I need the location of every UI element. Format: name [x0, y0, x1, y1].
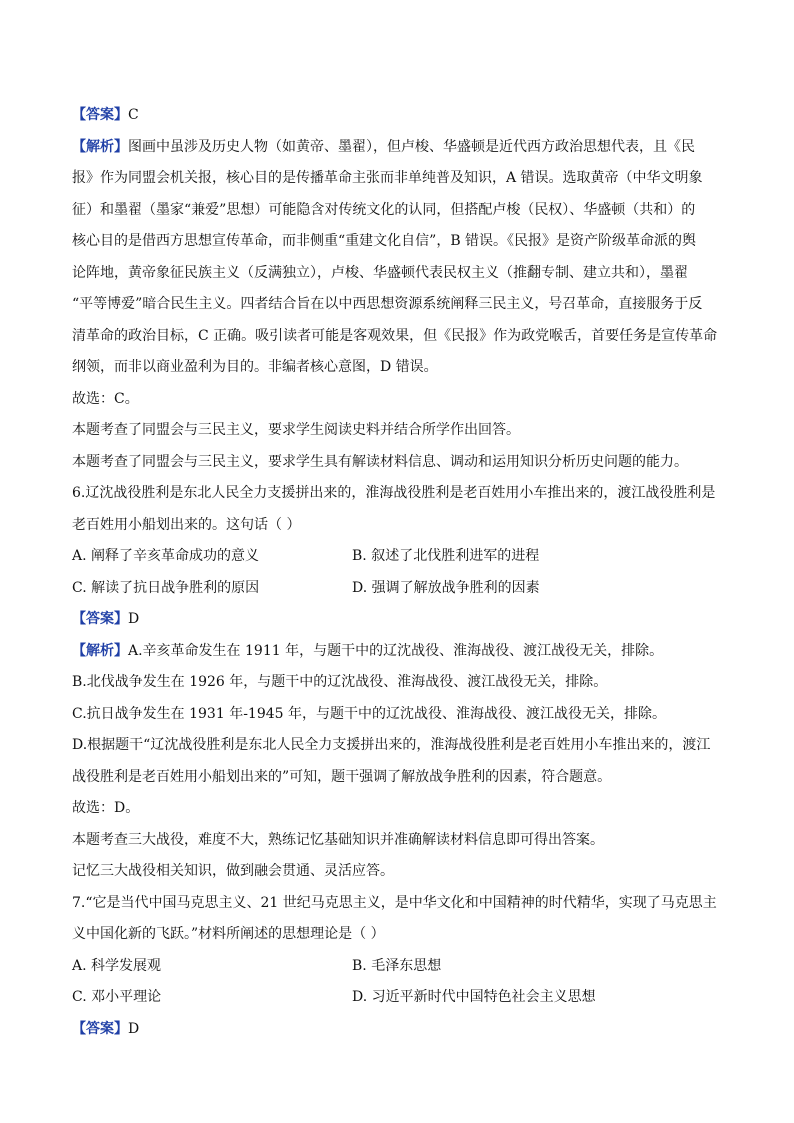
answer-value: D	[128, 1020, 140, 1037]
q7-options-row	[72, 982, 722, 1014]
q7-stem: 义中国化新的飞跃。”材料所阐述的思想理论是（ ）	[72, 926, 385, 942]
q6-stem: 老百姓用小船划出来的。这句话（ ）	[72, 516, 301, 533]
q6-option-d: D. 强调了解放战争胜利的因素	[352, 579, 540, 596]
q5-analysis-line: 征）和墨翟（墨家“兼爱”思想）可能隐含对传统文化的认同，但搭配卢梭（民权）、华盛顿（共和）的	[72, 201, 696, 218]
q6-option-c: C. 解读了抗日战争胜利的原因	[72, 579, 260, 596]
q7-stem: 7.“它是当代中国马克思主义、21 世纪马克思主义，是中华文化和中国精神的时代精华，实现了马克思主	[72, 894, 717, 911]
q5-analysis-line: 核心目的是借西方思想宣传革命，而非侧重“重建文化自信”，B 错误。《民报》是资产阶级革命派的舆	[72, 233, 697, 249]
q6-choose: 故选：D。	[72, 800, 140, 816]
q6-analysis-line: C.抗日战争发生在 1931 年-1945 年，与题干中的辽沈战役、淮海战役、渡江战役无关，排除。	[72, 705, 666, 722]
q5-analysis-line: “平等博爱”暗合民生主义。四者结合旨在以中西思想资源系统阐释三民主义，号召革命，直接服务于反	[72, 296, 703, 312]
answer-tag: 【答案】	[72, 107, 128, 123]
analysis-tag: 【解析】	[72, 138, 128, 155]
answer-tag: 【答案】	[72, 1020, 128, 1037]
q7-options-row	[72, 951, 722, 983]
q6-summary: 记忆三大战役相关知识，做到融会贯通、灵活应答。	[72, 863, 394, 879]
q6-answer	[72, 604, 722, 636]
q6-analysis-line: 战役胜利是老百姓用小船划出来的”可知，题干强调了解放战争胜利的因素，符合题意。	[72, 768, 612, 785]
q5-choose: 故选：C。	[72, 390, 139, 407]
q7-option-b: B. 毛泽东思想	[352, 957, 442, 974]
q5-analysis-line: 论阵地，黄帝象征民族主义（反满独立），卢梭、华盛顿代表民权主义（推翻专制、建立共和），墨翟	[72, 264, 688, 281]
q5-summary: 本题考查了同盟会与三民主义，要求学生阅读史料并结合所学作出回答。	[72, 422, 520, 438]
q7-answer	[72, 1014, 722, 1046]
q5-summary: 本题考查了同盟会与三民主义，要求学生具有解读材料信息、调动和运用知识分析历史问题的能力。	[72, 453, 688, 470]
q6-option-a: A. 阐释了辛亥革命成功的意义	[72, 548, 260, 564]
answer-value: C	[128, 107, 139, 123]
answer-value: D	[128, 611, 140, 627]
q6-analysis-line: 【解析】A.辛亥革命发生在 1911 年，与题干中的辽沈战役、淮海战役、渡江战役无关，排除。	[72, 642, 664, 659]
q5-analysis-line: 【解析】图画中虽涉及历史人物（如黄帝、墨翟），但卢梭、华盛顿是近代西方政治思想代表，且《民	[72, 138, 695, 155]
q6-analysis-line: D.根据题干“辽沈战役胜利是东北人民全力支援拼出来的，淮海战役胜利是老百姓用小车推出来的，渡江	[72, 737, 711, 753]
q5-analysis-line: 纲领，而非以商业盈利为目的。非编者核心意图，D 错误。	[72, 359, 438, 375]
q6-summary: 本题考查三大战役，难度不大，熟练记忆基础知识并准确解读材料信息即可得出答案。	[72, 831, 604, 848]
q5-analysis-line: 清革命的政治目标，C 正确。吸引读者可能是客观效果，但《民报》作为政党喉舌，首要任务是宣传革命	[72, 327, 718, 344]
q7-option-a: A. 科学发展观	[72, 957, 162, 974]
q6-stem: 6.辽沈战役胜利是东北人民全力支援拼出来的，淮海战役胜利是老百姓用小车推出来的，渡江战役胜利是	[72, 485, 716, 501]
q7-option-d: D. 习近平新时代中国特色社会主义思想	[352, 989, 596, 1005]
q6-options-row	[72, 541, 722, 573]
q6-analysis-line: B.北伐战争发生在 1926 年，与题干中的辽沈战役、淮海战役、渡江战役无关，排除。	[72, 674, 608, 690]
q5-answer	[72, 100, 722, 132]
answer-tag: 【答案】	[72, 611, 128, 627]
q5-analysis-line: 报》作为同盟会机关报，核心目的是传播革命主张而非单纯普及知识，A 错误。选取黄帝（中华文明象	[72, 170, 703, 186]
q7-option-c: C. 邓小平理论	[72, 989, 162, 1005]
analysis-tag: 【解析】	[72, 642, 128, 659]
q6-option-b: B. 叙述了北伐胜利进军的进程	[352, 548, 540, 564]
q6-options-row	[72, 573, 722, 605]
